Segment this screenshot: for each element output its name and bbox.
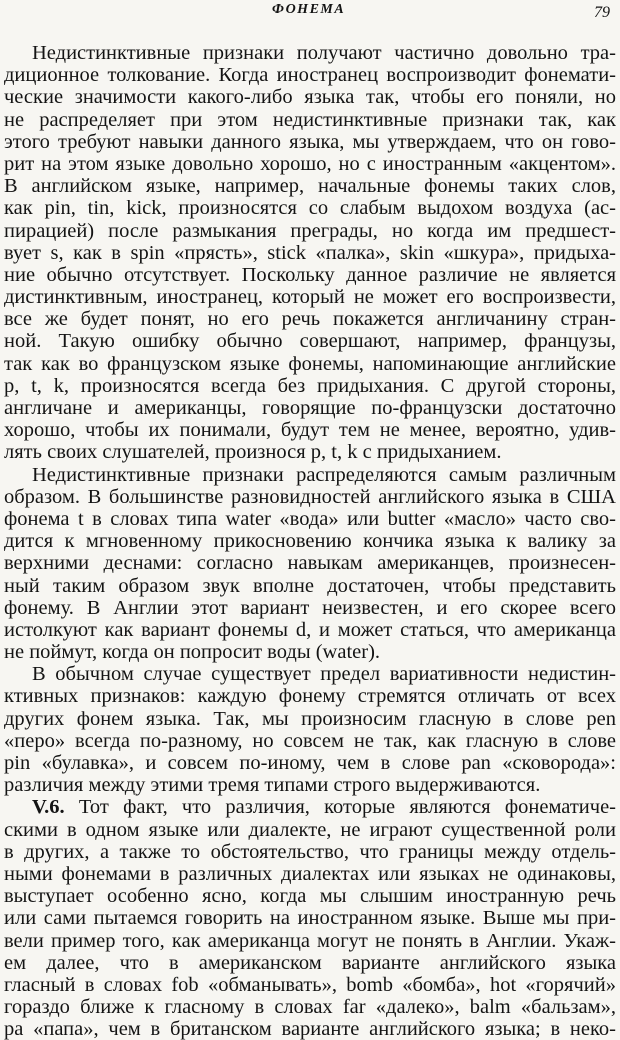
text-line: В английском языке, например, начальные фонемы таких слов, <box>4 175 616 198</box>
text-line: Недистинктивные признаки получают частично довольно тра- <box>32 42 616 64</box>
text-line: гласный в словах fob «обманывать», bomb «бомба», hot «горячий» <box>4 973 616 996</box>
text-line: истолкуют как вариант фонемы d, и может статься, что американца <box>4 618 616 641</box>
text-line: образом. В большинстве разновидностей английского языка в США <box>4 485 616 508</box>
text-line: хорошо, чтобы их понимали, будут тем не менее, вероятно, удив- <box>4 419 616 442</box>
text-line: pa «папа», чем в британском варианте английского языка; в неко- <box>4 1018 616 1040</box>
text-line: пирацией) после размыкания преграды, но когда им предшест- <box>4 219 616 242</box>
text-line: рит на этом языке довольно хорошо, но с иностранным «акцентом». <box>4 152 616 175</box>
text-line: p, t, k, произносятся всегда без придыхания. С другой стороны, <box>4 374 616 397</box>
text-line: ной. Такую ошибку обычно совершают, например, французы, <box>4 330 616 353</box>
text-line: дится к мгновенному прикосновению кончика языка к валику за <box>4 530 616 553</box>
text-line: ными фонемами в различных диалектах или языках не одинаковы, <box>4 862 616 885</box>
text-line: как pin, tin, kick, произносятся со слабым выдохом воздуха (ас- <box>4 197 616 220</box>
paragraph-3 <box>4 663 616 796</box>
paragraph-1 <box>4 42 616 464</box>
text-line: все же будет понят, но его речь покажется англичанину стран- <box>4 308 616 331</box>
text-line: лять своих слушателей, произнося p, t, k с придыханием. <box>4 441 502 464</box>
text-line: гораздо ближе к гласному в словах far «далеко», balm «бальзам», <box>4 996 616 1019</box>
text-line: вует s, как в spin «прясть», stick «палка», skin «шкура», придыха- <box>4 241 616 264</box>
text-line: фонему. В Англии этот вариант неизвестен, и его скорее всего <box>4 596 616 619</box>
running-title: ФОНЕМА <box>272 2 346 17</box>
text-line: выступает особенно ясно, когда мы слышим иностранную речь <box>4 885 616 908</box>
text-line: не распределяет при этом недистинктивные признаки так, как <box>4 108 616 131</box>
text-line: верхними деснами: согласно навыкам американцев, произнесен- <box>4 552 616 575</box>
text-line: диционное толкование. Когда иностранец воспроизводит фонемати- <box>4 64 616 87</box>
text-line: ческие значимости какого-либо языка так, чтобы его поняли, но <box>4 86 616 109</box>
text-line: дистинктивным, иностранец, который не может его воспроизвести, <box>4 286 616 309</box>
text-line: ный таким образом звук вполне достаточен, чтобы представить <box>4 574 616 597</box>
text-line: Недистинктивные признаки распределяются самым различным <box>32 463 616 486</box>
text-line: или сами пытаемся говорить на иностранном языке. Выше мы при- <box>4 907 616 930</box>
text-line: В обычном случае существует предел вариативности недистин- <box>32 663 616 686</box>
text-line <box>4 796 616 818</box>
paragraph-4 <box>4 796 616 1040</box>
text-line: ем далее, что в американском варианте английского языка <box>4 951 616 974</box>
body-text <box>4 42 616 1040</box>
text-line: вели пример того, как американца могут не понять в Англии. Укаж- <box>4 929 616 952</box>
text-line: в других, а также то обстоятельство, что границы между отдель- <box>4 840 616 863</box>
text-line: фонема t в словах типа water «вода» или butter «масло» часто сво- <box>4 507 616 530</box>
text-line: скими в одном языке или диалекте, не играют существенной роли <box>4 818 616 841</box>
text-line: ние обычно отсутствует. Поскольку данное различие не является <box>4 263 616 286</box>
text-line: так как во французском языке фонемы, напоминающие английские <box>4 352 616 375</box>
section-number: V.6. <box>32 796 65 819</box>
text-line-content: Тот факт, что различия, которые являются фонематиче- <box>78 796 616 819</box>
text-line: других фонем языка. Так, мы произносим гласную в слове pen <box>4 707 616 730</box>
text-line: pin «булавка», и совсем по-иному, чем в слове pan «сковорода»: <box>4 752 616 774</box>
text-line: различия между этими тремя типами строго выдерживаются. <box>4 774 541 797</box>
text-line: ктивных признаков: каждую фонему стремятся отличать от всех <box>4 685 616 708</box>
page-number: 79 <box>594 4 610 21</box>
text-line: «перо» всегда по-разному, но совсем не так, как гласную в слове <box>4 729 616 752</box>
paragraph-2 <box>4 464 616 664</box>
text-line: этого требуют навыки данного языка, мы утверждаем, что он гово- <box>4 130 616 153</box>
text-line: англичане и американцы, говорящие по-французски достаточно <box>4 397 616 419</box>
text-line: не поймут, когда он попросит воды (water). <box>4 641 381 664</box>
